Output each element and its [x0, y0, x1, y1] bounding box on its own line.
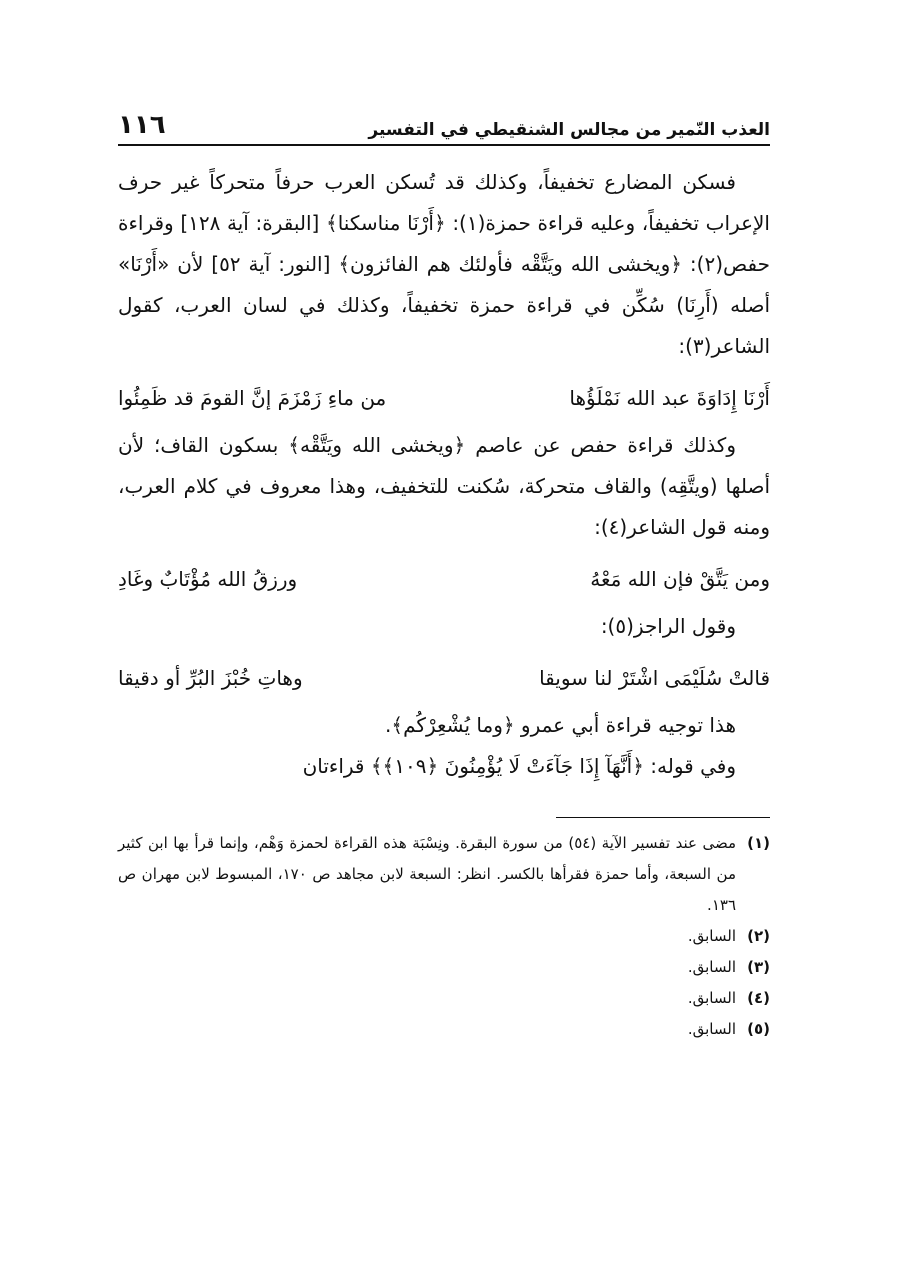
verse-3-second-hemistich: وهاتِ خُبْزَ البُرِّ أو دقيقا	[118, 666, 303, 690]
verse-3-first-hemistich: قالتْ سُلَيْمَى اشْتَرْ لنا سويقا	[539, 666, 770, 690]
footnote-3	[118, 952, 770, 983]
page-number: ١١٦	[118, 110, 166, 140]
footnote-number: (٥)	[747, 1020, 770, 1038]
verse-2-second-hemistich: ورزقُ الله مُؤْتَابٌ وغَادِ	[118, 567, 298, 591]
footnote-text: السابق.	[687, 1020, 736, 1038]
paragraph-2: وكذلك قراءة حفص عن عاصم ﴿ويخشى الله ويَتَّقْه﴾ بسكون القاف؛ لأن أصلها (ويتَّقِه) والقاف متحركة، سُكنت للتخفيف، وهذا معروف في كلام العرب، ومنه قول الشاعر(٤):	[118, 433, 770, 539]
running-header	[118, 96, 770, 146]
footnote-separator	[556, 817, 770, 818]
verse-2-first-hemistich: ومن يَتَّقْ فإن الله مَعْهُ	[590, 567, 770, 591]
paragraph-3: وقول الراجز(٥):	[600, 614, 736, 638]
footnote-number: (٣)	[747, 958, 770, 976]
paragraph-5: وفي قوله: ﴿أَنَّهَآ إِذَا جَآءَتْ لَا يُؤْمِنُونَ ﴿١٠٩﴾﴾ قراءتان	[302, 754, 736, 778]
footnote-text: مضى عند تفسير الآية (٥٤) من سورة البقرة. ونِسْبَة هذه القراءة لحمزة وَهْم، وإنما قرأ بها ابن كثير من السبعة، وأما حمزة فقرأها بالكسر. انظر: السبعة لابن مجاهد ص ١٧٠، المبسوط لابن مهران ص ١٣٦.	[118, 834, 736, 914]
document-page	[118, 96, 770, 1196]
footnote-number: (٢)	[747, 927, 770, 945]
verse-2	[118, 558, 770, 600]
verse-3	[118, 657, 770, 699]
main-text	[118, 162, 770, 787]
footnote-number: (١)	[747, 834, 770, 852]
verse-1	[118, 377, 770, 419]
footnote-1	[118, 828, 770, 921]
paragraph-4: هذا توجيه قراءة أبي عمرو ﴿وما يُشْعِرْكُم﴾.	[385, 713, 736, 737]
footnotes	[118, 828, 770, 1045]
verse-1-first-hemistich: أَرْنَا إِدَاوَةَ عبد الله نَمْلَؤُها	[569, 386, 770, 410]
verse-1-second-hemistich: من ماءِ زَمْزَمَ إنَّ القومَ قد ظَمِئُوا	[118, 386, 387, 410]
footnote-number: (٤)	[747, 989, 770, 1007]
footnote-text: السابق.	[687, 989, 736, 1007]
footnote-text: السابق.	[687, 958, 736, 976]
footnote-2	[118, 921, 770, 952]
footnote-text: السابق.	[687, 927, 736, 945]
paragraph-1: فسكن المضارع تخفيفاً، وكذلك قد تُسكن العرب حرفاً متحركاً غير حرف الإعراب تخفيفاً، وعليه قراءة حمزة(١): ﴿أَرْنَا مناسكنا﴾ [البقرة: آية ١٢٨] وقراءة حفص(٢): ﴿ويخشى الله ويَتَّقْه فأولئك هم الفائزون﴾ [النور: آية ٥٢] لأن «أَرْنَا» أصله (أَرِنَا) سُكِّن في قراءة حمزة تخفيفاً، وكذلك في لسان العرب، كقول الشاعر(٣):	[118, 170, 770, 358]
footnote-4	[118, 983, 770, 1014]
footnote-5	[118, 1014, 770, 1045]
book-title: العذب النّمير من مجالس الشنقيطي في التفسير	[368, 120, 770, 140]
